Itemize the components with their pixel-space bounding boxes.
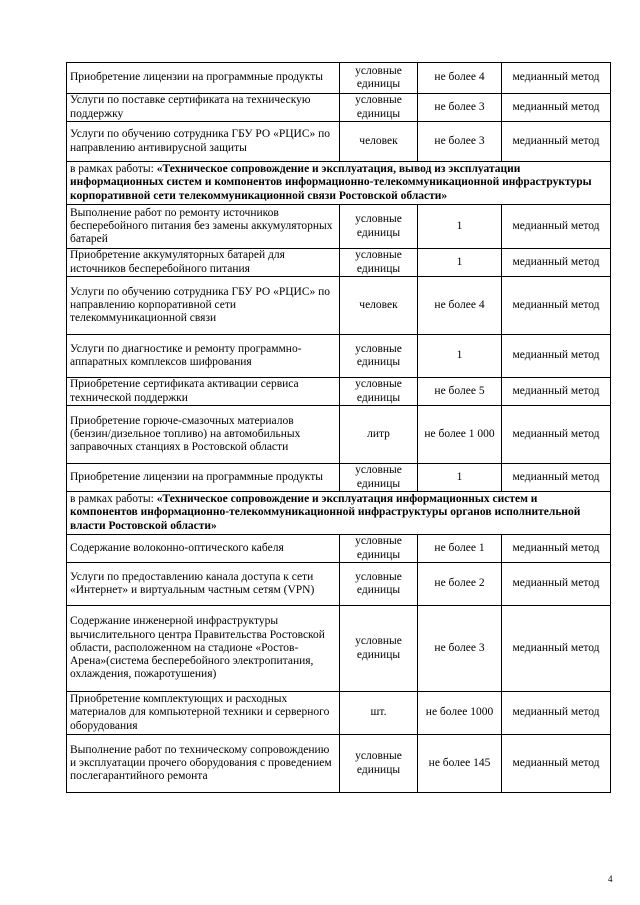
item-name-cell: Услуги по поставке сертификата на техническую поддержку <box>67 94 340 122</box>
quantity-cell: не более 5 <box>418 378 502 406</box>
quantity-cell: не более 3 <box>418 122 502 162</box>
page-number: 4 <box>608 874 613 884</box>
quantity-cell: 1 <box>418 249 502 277</box>
method-cell: медианный метод <box>502 464 611 492</box>
method-cell: медианный метод <box>502 249 611 277</box>
unit-cell: человек <box>340 122 418 162</box>
item-name-cell: Содержание инженерной инфраструктуры вычислительного центра Правительства Ростовской области, расположенном на стадионе «Ростов-Арена»(система бесперебойного электропитания, охлаждения, пожаротушения) <box>67 606 340 692</box>
method-cell: медианный метод <box>502 692 611 735</box>
method-cell: медианный метод <box>502 735 611 793</box>
section-row <box>67 492 611 535</box>
item-name-cell: Услуги по обучению сотрудника ГБУ РО «РЦИС» по направлению антивирусной защиты <box>67 122 340 162</box>
section-heading <box>67 162 611 205</box>
unit-cell: условные единицы <box>340 735 418 793</box>
item-name-cell: Приобретение лицензии на программные продукты <box>67 464 340 492</box>
table-row <box>67 277 611 335</box>
section-title: «Техническое сопровождение и эксплуатация, вывод из эксплуатации информационных систем и компонентов информационно-телекоммуникационной инфраструктуры корпоративной сети телекоммуникационной связи Ростовской области» <box>70 163 592 202</box>
table-row <box>67 606 611 692</box>
table-row <box>67 122 611 162</box>
unit-cell: условные единицы <box>340 535 418 563</box>
quantity-cell: 1 <box>418 205 502 249</box>
unit-cell: человек <box>340 277 418 335</box>
requirements-table <box>66 62 611 793</box>
quantity-cell: не более 1000 <box>418 692 502 735</box>
item-name-cell: Приобретение сертификата активации сервиса технической поддержки <box>67 378 340 406</box>
item-name-cell: Выполнение работ по ремонту источников бесперебойного питания без замены аккумуляторных батарей <box>67 205 340 249</box>
method-cell: медианный метод <box>502 606 611 692</box>
method-cell: медианный метод <box>502 94 611 122</box>
section-prefix: в рамках работы: <box>70 163 157 176</box>
table-row <box>67 735 611 793</box>
table-row <box>67 692 611 735</box>
section-heading <box>67 492 611 535</box>
section-row <box>67 162 611 205</box>
method-cell: медианный метод <box>502 406 611 464</box>
quantity-cell: не более 2 <box>418 563 502 606</box>
quantity-cell: не более 145 <box>418 735 502 793</box>
table-row <box>67 205 611 249</box>
method-cell: медианный метод <box>502 335 611 378</box>
unit-cell: условные единицы <box>340 249 418 277</box>
table-row <box>67 406 611 464</box>
method-cell: медианный метод <box>502 122 611 162</box>
section-title: «Техническое сопровождение и эксплуатация информационных систем и компонентов информационно-телекоммуникационной инфраструктуры органов исполнительной власти Ростовской области» <box>70 493 581 532</box>
table-row <box>67 563 611 606</box>
item-name-cell: Приобретение комплектующих и расходных материалов для компьютерной техники и серверного оборудования <box>67 692 340 735</box>
table-row <box>67 378 611 406</box>
item-name-cell: Услуги по предоставлению канала доступа к сети «Интернет» и виртуальным частным сетям (VPN) <box>67 563 340 606</box>
unit-cell: условные единицы <box>340 205 418 249</box>
quantity-cell: не более 3 <box>418 94 502 122</box>
table-row <box>67 535 611 563</box>
unit-cell: условные единицы <box>340 94 418 122</box>
section-prefix: в рамках работы: <box>70 493 157 506</box>
table-row <box>67 464 611 492</box>
quantity-cell: не более 1 000 <box>418 406 502 464</box>
table-row <box>67 335 611 378</box>
quantity-cell: 1 <box>418 335 502 378</box>
unit-cell: условные единицы <box>340 335 418 378</box>
unit-cell: условные единицы <box>340 464 418 492</box>
method-cell: медианный метод <box>502 378 611 406</box>
item-name-cell: Приобретение лицензии на программные продукты <box>67 63 340 94</box>
unit-cell: условные единицы <box>340 63 418 94</box>
method-cell: медианный метод <box>502 63 611 94</box>
quantity-cell: не более 1 <box>418 535 502 563</box>
method-cell: медианный метод <box>502 563 611 606</box>
unit-cell: шт. <box>340 692 418 735</box>
method-cell: медианный метод <box>502 277 611 335</box>
quantity-cell: не более 4 <box>418 277 502 335</box>
method-cell: медианный метод <box>502 535 611 563</box>
table-row <box>67 249 611 277</box>
table-row <box>67 94 611 122</box>
item-name-cell: Выполнение работ по техническому сопровождению и эксплуатации прочего оборудования с проведением послегарантийного ремонта <box>67 735 340 793</box>
item-name-cell: Содержание волоконно-оптического кабеля <box>67 535 340 563</box>
quantity-cell: не более 3 <box>418 606 502 692</box>
unit-cell: условные единицы <box>340 563 418 606</box>
table-row <box>67 63 611 94</box>
item-name-cell: Услуги по диагностике и ремонту программно-аппаратных комплексов шифрования <box>67 335 340 378</box>
item-name-cell: Услуги по обучению сотрудника ГБУ РО «РЦИС» по направлению корпоративной сети телекоммуникационной связи <box>67 277 340 335</box>
unit-cell: литр <box>340 406 418 464</box>
quantity-cell: 1 <box>418 464 502 492</box>
item-name-cell: Приобретение горюче-смазочных материалов (бензин/дизельное топливо) на автомобильных заправочных станциях в Ростовской области <box>67 406 340 464</box>
unit-cell: условные единицы <box>340 378 418 406</box>
item-name-cell: Приобретение аккумуляторных батарей для источников бесперебойного питания <box>67 249 340 277</box>
quantity-cell: не более 4 <box>418 63 502 94</box>
method-cell: медианный метод <box>502 205 611 249</box>
unit-cell: условные единицы <box>340 606 418 692</box>
